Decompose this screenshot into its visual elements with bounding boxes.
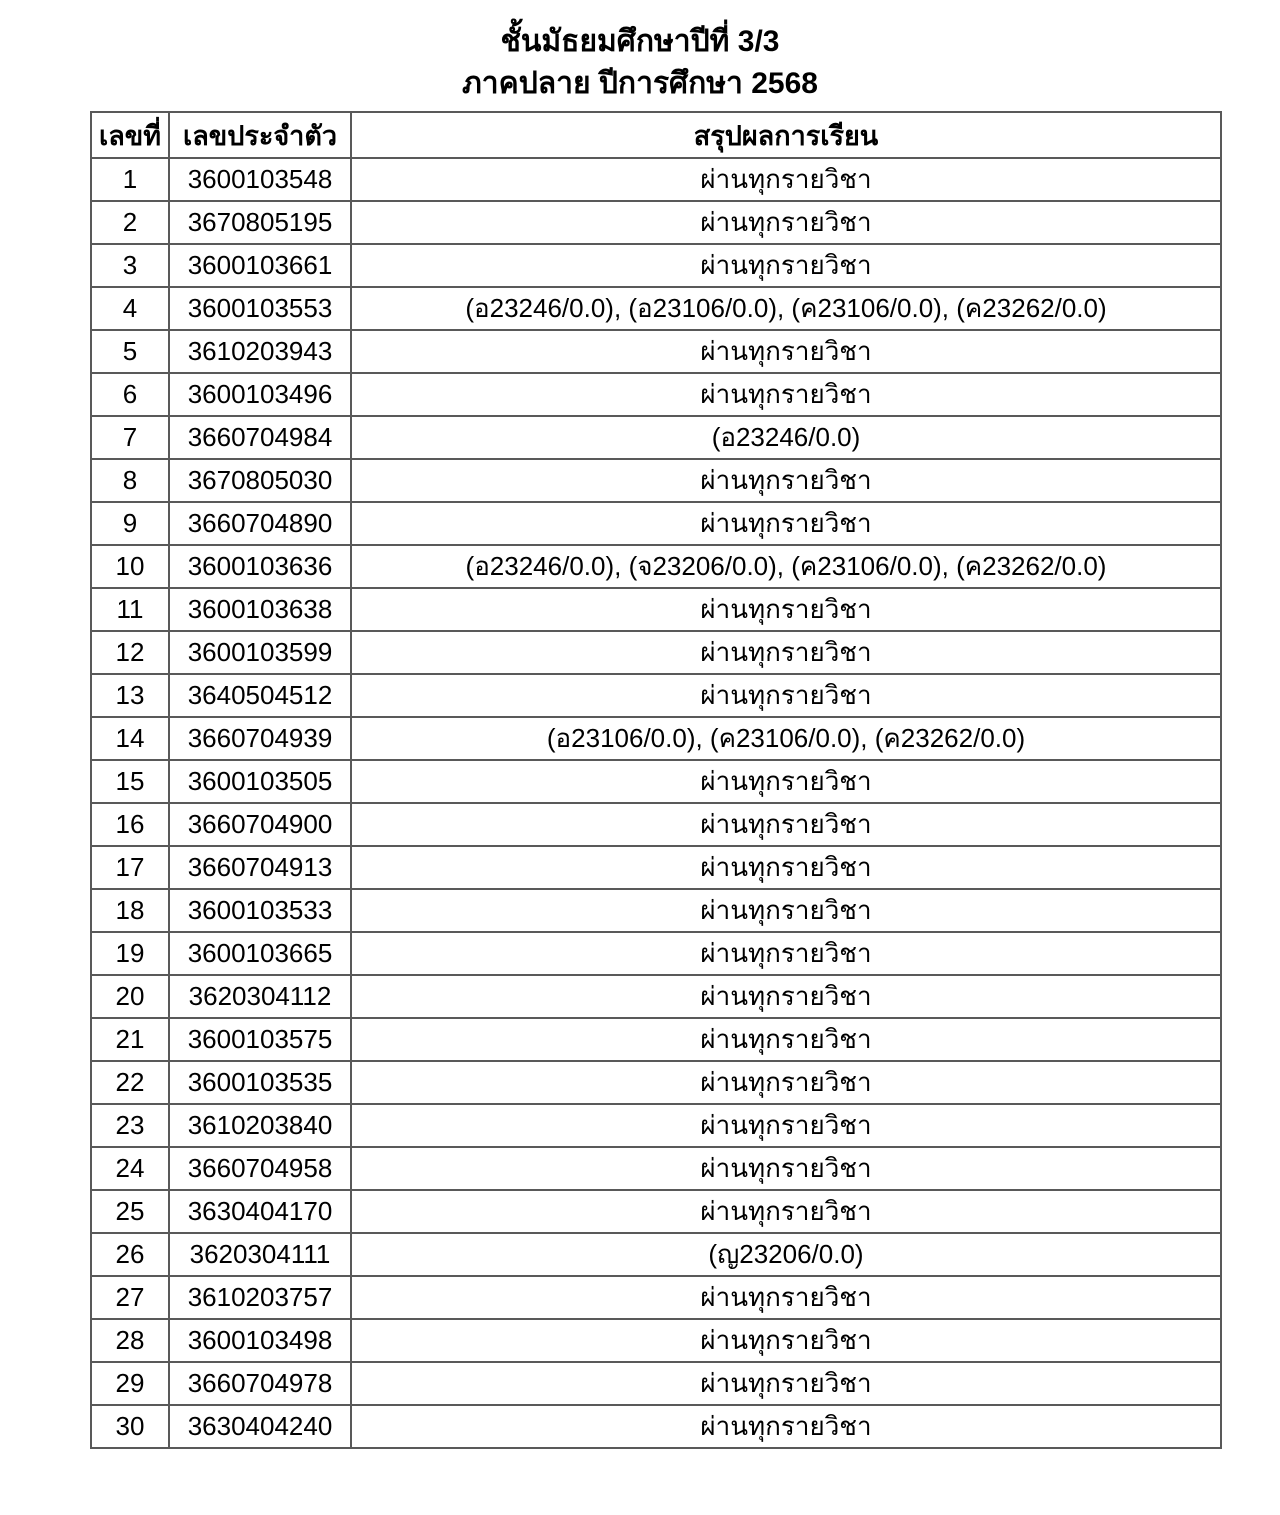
- cell-student-id: 3600103535: [169, 1061, 351, 1104]
- cell-student-id: 3610203943: [169, 330, 351, 373]
- cell-result: ผ่านทุกรายวิชา: [351, 588, 1221, 631]
- cell-result: ผ่านทุกรายวิชา: [351, 158, 1221, 201]
- cell-student-id: 3660704958: [169, 1147, 351, 1190]
- cell-result: ผ่านทุกรายวิชา: [351, 1190, 1221, 1233]
- cell-student-id: 3600103661: [169, 244, 351, 287]
- header-result: สรุปผลการเรียน: [351, 112, 1221, 158]
- cell-result: ผ่านทุกรายวิชา: [351, 1276, 1221, 1319]
- cell-result: ผ่านทุกรายวิชา: [351, 1104, 1221, 1147]
- table-row: [91, 373, 1221, 416]
- cell-student-id: 3610203757: [169, 1276, 351, 1319]
- cell-no: 28: [91, 1319, 169, 1362]
- cell-student-id: 3660704913: [169, 846, 351, 889]
- table-row: [91, 201, 1221, 244]
- table-row: [91, 1362, 1221, 1405]
- table-row: [91, 1190, 1221, 1233]
- table-row: [91, 1276, 1221, 1319]
- cell-student-id: 3600103636: [169, 545, 351, 588]
- cell-student-id: 3660704939: [169, 717, 351, 760]
- cell-no: 5: [91, 330, 169, 373]
- cell-student-id: 3600103599: [169, 631, 351, 674]
- cell-result: ผ่านทุกรายวิชา: [351, 1018, 1221, 1061]
- cell-no: 27: [91, 1276, 169, 1319]
- cell-result: ผ่านทุกรายวิชา: [351, 1319, 1221, 1362]
- page-subtitle: ภาคปลาย ปีการศึกษา 2568: [462, 67, 818, 100]
- table-row: [91, 588, 1221, 631]
- cell-student-id: 3640504512: [169, 674, 351, 717]
- cell-student-id: 3600103575: [169, 1018, 351, 1061]
- cell-student-id: 3600103533: [169, 889, 351, 932]
- cell-result: ผ่านทุกรายวิชา: [351, 1405, 1221, 1448]
- results-table-body: [91, 158, 1221, 1448]
- cell-student-id: 3600103665: [169, 932, 351, 975]
- table-row: [91, 416, 1221, 459]
- cell-result: ผ่านทุกรายวิชา: [351, 330, 1221, 373]
- cell-no: 18: [91, 889, 169, 932]
- cell-no: 10: [91, 545, 169, 588]
- cell-student-id: 3660704890: [169, 502, 351, 545]
- cell-no: 21: [91, 1018, 169, 1061]
- cell-result: ผ่านทุกรายวิชา: [351, 1362, 1221, 1405]
- cell-no: 25: [91, 1190, 169, 1233]
- cell-no: 7: [91, 416, 169, 459]
- page-title: ชั้นมัธยมศึกษาปีที่ 3/3: [500, 25, 780, 58]
- cell-no: 14: [91, 717, 169, 760]
- cell-no: 23: [91, 1104, 169, 1147]
- table-row: [91, 1147, 1221, 1190]
- cell-result: ผ่านทุกรายวิชา: [351, 674, 1221, 717]
- table-row: [91, 674, 1221, 717]
- cell-result: ผ่านทุกรายวิชา: [351, 975, 1221, 1018]
- cell-student-id: 3630404240: [169, 1405, 351, 1448]
- cell-student-id: 3670805195: [169, 201, 351, 244]
- cell-student-id: 3600103553: [169, 287, 351, 330]
- cell-student-id: 3600103505: [169, 760, 351, 803]
- table-row: [91, 717, 1221, 760]
- cell-result: ผ่านทุกรายวิชา: [351, 201, 1221, 244]
- cell-result: (อ23106/0.0), (ค23106/0.0), (ค23262/0.0): [351, 717, 1221, 760]
- table-row: [91, 459, 1221, 502]
- cell-no: 1: [91, 158, 169, 201]
- cell-student-id: 3600103496: [169, 373, 351, 416]
- cell-no: 16: [91, 803, 169, 846]
- cell-student-id: 3620304111: [169, 1233, 351, 1276]
- table-row: [91, 1319, 1221, 1362]
- cell-result: ผ่านทุกรายวิชา: [351, 803, 1221, 846]
- cell-result: (อ23246/0.0), (จ23206/0.0), (ค23106/0.0), (ค23262/0.0): [351, 545, 1221, 588]
- results-table: [90, 111, 1222, 1449]
- cell-student-id: 3600103638: [169, 588, 351, 631]
- header-no: เลขที่: [91, 112, 169, 158]
- cell-result: ผ่านทุกรายวิชา: [351, 244, 1221, 287]
- cell-result: ผ่านทุกรายวิชา: [351, 889, 1221, 932]
- cell-no: 30: [91, 1405, 169, 1448]
- table-row: [91, 1018, 1221, 1061]
- table-row: [91, 803, 1221, 846]
- cell-no: 29: [91, 1362, 169, 1405]
- table-row: [91, 502, 1221, 545]
- cell-no: 3: [91, 244, 169, 287]
- cell-no: 17: [91, 846, 169, 889]
- table-row: [91, 1061, 1221, 1104]
- cell-result: ผ่านทุกรายวิชา: [351, 502, 1221, 545]
- cell-student-id: 3620304112: [169, 975, 351, 1018]
- cell-no: 9: [91, 502, 169, 545]
- table-row: [91, 1233, 1221, 1276]
- cell-result: ผ่านทุกรายวิชา: [351, 631, 1221, 674]
- table-row: [91, 330, 1221, 373]
- cell-student-id: 3600103498: [169, 1319, 351, 1362]
- table-row: [91, 1405, 1221, 1448]
- table-row: [91, 244, 1221, 287]
- cell-no: 2: [91, 201, 169, 244]
- table-row: [91, 545, 1221, 588]
- cell-no: 15: [91, 760, 169, 803]
- cell-result: (อ23246/0.0), (อ23106/0.0), (ค23106/0.0), (ค23262/0.0): [351, 287, 1221, 330]
- cell-result: ผ่านทุกรายวิชา: [351, 932, 1221, 975]
- table-row: [91, 631, 1221, 674]
- table-row: [91, 1104, 1221, 1147]
- header-student-id: เลขประจำตัว: [169, 112, 351, 158]
- cell-no: 11: [91, 588, 169, 631]
- cell-student-id: 3670805030: [169, 459, 351, 502]
- cell-no: 26: [91, 1233, 169, 1276]
- cell-student-id: 3660704900: [169, 803, 351, 846]
- cell-result: ผ่านทุกรายวิชา: [351, 760, 1221, 803]
- table-row: [91, 287, 1221, 330]
- document-page: [0, 24, 1280, 1449]
- cell-result: (ญ23206/0.0): [351, 1233, 1221, 1276]
- cell-no: 12: [91, 631, 169, 674]
- cell-student-id: 3630404170: [169, 1190, 351, 1233]
- cell-result: (อ23246/0.0): [351, 416, 1221, 459]
- table-row: [91, 846, 1221, 889]
- cell-no: 19: [91, 932, 169, 975]
- cell-no: 6: [91, 373, 169, 416]
- table-row: [91, 760, 1221, 803]
- cell-student-id: 3610203840: [169, 1104, 351, 1147]
- cell-result: ผ่านทุกรายวิชา: [351, 1147, 1221, 1190]
- cell-no: 4: [91, 287, 169, 330]
- table-row: [91, 975, 1221, 1018]
- cell-result: ผ่านทุกรายวิชา: [351, 846, 1221, 889]
- table-row: [91, 932, 1221, 975]
- cell-no: 13: [91, 674, 169, 717]
- cell-no: 20: [91, 975, 169, 1018]
- cell-no: 8: [91, 459, 169, 502]
- cell-no: 22: [91, 1061, 169, 1104]
- table-header-row: [91, 112, 1221, 158]
- cell-result: ผ่านทุกรายวิชา: [351, 459, 1221, 502]
- table-row: [91, 889, 1221, 932]
- cell-student-id: 3660704978: [169, 1362, 351, 1405]
- cell-no: 24: [91, 1147, 169, 1190]
- cell-student-id: 3660704984: [169, 416, 351, 459]
- cell-result: ผ่านทุกรายวิชา: [351, 1061, 1221, 1104]
- table-row: [91, 158, 1221, 201]
- cell-student-id: 3600103548: [169, 158, 351, 201]
- cell-result: ผ่านทุกรายวิชา: [351, 373, 1221, 416]
